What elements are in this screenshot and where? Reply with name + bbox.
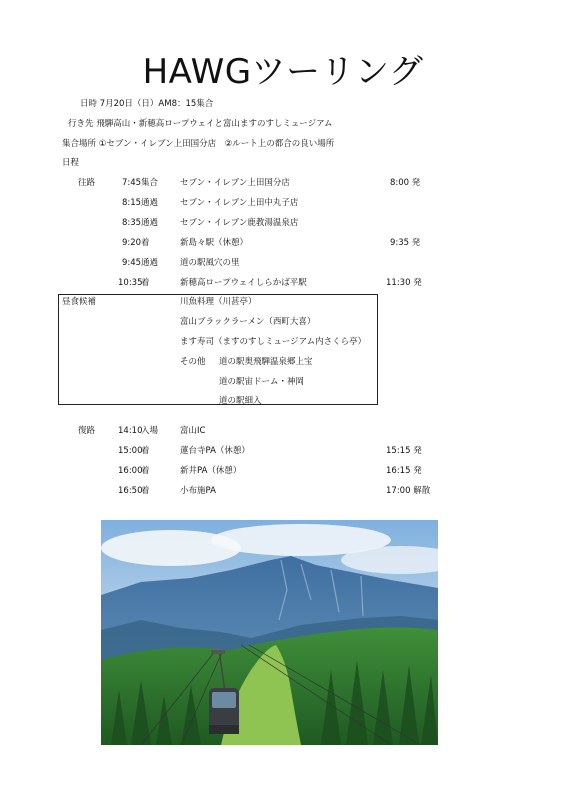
lunch-item: ます寿司（ますのすしミュージアム内さくら亭） bbox=[180, 337, 367, 347]
outbound-departure: 9:35 発 bbox=[390, 238, 421, 248]
other-item: 道の駅細入 bbox=[219, 396, 262, 406]
outbound-place: セブン・イレブン上田国分店 bbox=[180, 178, 290, 188]
outbound-place: 新島々駅（休憩） bbox=[180, 238, 249, 248]
return-departure: 16:15 発 bbox=[386, 466, 422, 476]
ropeway-mountain-photo bbox=[101, 520, 438, 745]
outbound-place: 新穂高ロープウェイしらかば平駅 bbox=[180, 278, 307, 288]
return-departure: 15:15 発 bbox=[386, 446, 422, 456]
outbound-action: 通過 bbox=[141, 258, 159, 268]
lunch-item: 川魚料理（川甚亭） bbox=[180, 297, 257, 307]
lunch-item: 富山ブラックラーメン（西町大喜） bbox=[180, 317, 316, 327]
return-action: 着 bbox=[141, 446, 150, 456]
outbound-time: 9:20 bbox=[122, 238, 142, 248]
return-time: 16:00 bbox=[118, 466, 143, 476]
return-action: 着 bbox=[141, 466, 150, 476]
outbound-time: 8:15 bbox=[122, 198, 142, 208]
outbound-place: 道の駅風穴の里 bbox=[180, 258, 240, 268]
lunch-candidates-box bbox=[58, 294, 378, 405]
outbound-action: 着 bbox=[141, 238, 150, 248]
other-label: その他 bbox=[180, 357, 206, 367]
return-place: 蓮台寺PA（休憩） bbox=[180, 446, 250, 456]
outbound-place: セブン・イレブン鹿教湯温泉店 bbox=[180, 218, 299, 228]
return-time: 16:50 bbox=[118, 486, 143, 496]
return-action: 入場 bbox=[141, 426, 159, 436]
outbound-time: 8:35 bbox=[122, 218, 142, 228]
outbound-time: 9:45 bbox=[122, 258, 142, 268]
return-time: 14:10 bbox=[118, 426, 143, 436]
schedule-label: 日程 bbox=[62, 158, 80, 168]
outbound-action: 集合 bbox=[141, 178, 159, 188]
return-place: 小布施PA bbox=[180, 486, 216, 496]
return-place: 新井PA（休憩） bbox=[180, 466, 242, 476]
meeting-place-line: 集合場所 ①セブン・イレブン上田国分店 ②ルート上の都合の良い場所 bbox=[62, 139, 335, 149]
outbound-time: 10:35 bbox=[118, 278, 143, 288]
lunch-label: 昼食候補 bbox=[62, 297, 97, 307]
outbound-label: 往路 bbox=[78, 178, 96, 188]
other-item: 道の駅宙ドーム・神岡 bbox=[219, 377, 305, 387]
return-place: 富山IC bbox=[180, 426, 206, 436]
date-line: 日時 7月20日（日）AM8：15集合 bbox=[80, 99, 214, 109]
return-action: 着 bbox=[141, 486, 150, 496]
other-item: 道の駅奥飛騨温泉郷上宝 bbox=[219, 357, 313, 367]
outbound-action: 通過 bbox=[141, 198, 159, 208]
outbound-time: 7:45 bbox=[122, 178, 142, 188]
outbound-departure: 8:00 発 bbox=[390, 178, 421, 188]
outbound-departure: 11:30 発 bbox=[386, 278, 422, 288]
outbound-action: 通過 bbox=[141, 218, 159, 228]
page-title: HAWGツーリング bbox=[142, 52, 424, 92]
return-time: 15:00 bbox=[118, 446, 143, 456]
outbound-place: セブン・イレブン上田中丸子店 bbox=[180, 198, 299, 208]
return-departure: 17:00 解散 bbox=[386, 486, 431, 496]
destination-line: 行き先 飛騨高山・新穂高ロープウェイと富山ますのすしミュージアム bbox=[68, 119, 333, 129]
return-label: 復路 bbox=[78, 426, 96, 436]
outbound-action: 着 bbox=[141, 278, 150, 288]
